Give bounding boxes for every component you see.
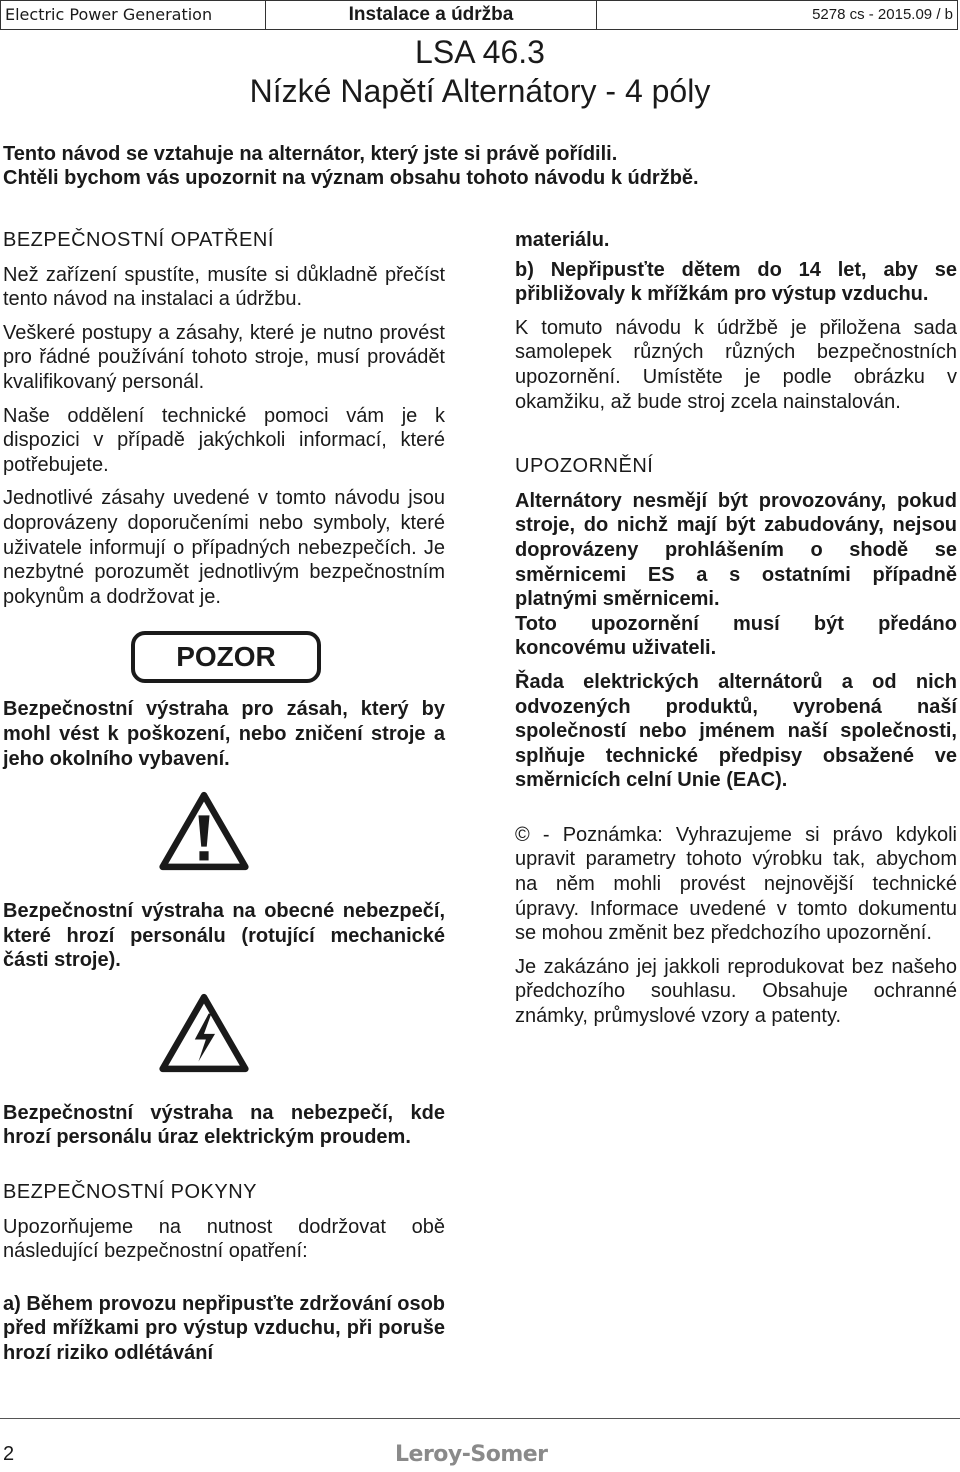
notice-text-2: Toto upozornění musí být předáno koncovému uživateli. xyxy=(515,612,957,660)
warning-electric-text: Bezpečnostní výstraha na nebezpečí, kde hrozí personálu úraz elektrickým proudem. xyxy=(3,1101,445,1149)
copyright-note: © - Poznámka: Vyhrazujeme si právo kdykoli upravit parametry tohoto výrobku tak, abychom na něm mohli provést nejnovější technické úpravy. Informace uvedené v tomto dokumentu se mohou změnit bez předchozího upozornění. xyxy=(515,823,957,945)
paragraph: Veškeré postupy a zásahy, které je nutno provést pro řádné používání tohoto stroje, musí provádět kvalifikovaný personál. xyxy=(3,321,445,393)
doc-title: LSA 46.3 xyxy=(415,34,545,70)
right-column xyxy=(515,228,957,1038)
pozor-label: POZOR xyxy=(131,631,321,683)
electric-shock-icon xyxy=(158,987,250,1079)
paragraph: Jednotlivé zásahy uvedené v tomto návodu jsou doprovázeny doporučeními nebo symboly, které uživatele informují o případných nebezpečích. Je nezbytné porozumět jednotlivým bezpečnostním pokynům a dodržovat je. xyxy=(3,487,445,608)
leroy-somer-logo: Leroy-Somer xyxy=(395,1442,548,1467)
paragraph: Naše oddělení technické pomoci vám je k dispozici v případě jakýchkoli informací, které potřebujete. xyxy=(3,404,445,476)
header-company: Electric Power Generation xyxy=(1,1,266,29)
intro-line-1: Tento návod se vztahuje na alternátor, který jste si právě pořídili. xyxy=(3,143,618,165)
instruction-a: a) Během provozu nepřipusťte zdržování osob před mřížkami pro výstup vzduchu, při poruše hrozí riziko odlétávání xyxy=(3,1292,445,1365)
intro-line-2: Chtěli bychom vás upozornit na význam obsahu tohoto návodu k údržbě. xyxy=(3,167,699,189)
page-number: 2 xyxy=(3,1443,15,1465)
reproduction-note: Je zakázáno jej jakkoli reprodukovat bez našeho předchozího souhlasu. Obsahuje ochranné známky, průmyslové vzory a patenty. xyxy=(515,955,957,1028)
intro-text xyxy=(3,142,943,190)
eac-text: Řada elektrických alternátorů a od nich odvozených produktů, vyrobená naší společností nebo jménem naší společnosti, splňuje technické předpisy obsažené ve směrnicích celní Unie (EAC). xyxy=(515,670,957,792)
warning-triangle-icon xyxy=(158,785,250,877)
warning-symbol xyxy=(3,785,445,889)
doc-subtitle: Nízké Napětí Alternátory - 4 póly xyxy=(249,73,711,109)
page-header xyxy=(0,0,958,30)
paragraph: Upozorňujeme na nutnost dodržovat obě následující bezpečnostní opatření: xyxy=(3,1215,445,1263)
footer-divider xyxy=(0,1418,960,1419)
section-heading-safety-measures: BEZPEČNOSTNÍ OPATŘENÍ xyxy=(3,229,274,251)
section-heading-safety-instructions: BEZPEČNOSTNÍ POKYNY xyxy=(3,1181,257,1204)
header-docref: 5278 cs - 2015.09 / b xyxy=(812,6,953,23)
paragraph: Než zařízení spustíte, musíte si důkladně přečíst tento návod na instalaci a údržbu. xyxy=(3,263,445,311)
warning-general-text: Bezpečnostní výstraha na obecné nebezpečí, které hrozí personálu (rotující mechanické části stroje). xyxy=(3,900,445,972)
electric-symbol xyxy=(3,987,445,1091)
header-section: Instalace a údržba xyxy=(266,1,597,29)
instruction-a-cont: materiálu. xyxy=(515,229,610,251)
notice-text: Alternátory nesmějí být provozovány, pokud stroje, do nichž mají být zabudovány, nejsou doprovázeny prohlášením o shodě se směrnicemi ES a s ostatními případně platnými směrnicemi. xyxy=(515,489,957,611)
left-column xyxy=(3,228,445,1375)
warning-damage-text: Bezpečnostní výstraha pro zásah, který by mohl vést k poškození, nebo zničení stroje a jeho okolního vybavení. xyxy=(3,698,445,770)
instruction-b: b) Nepřipusťte dětem do 14 let, aby se přibližovaly k mřížkám pro výstup vzduchu. xyxy=(515,258,957,306)
paragraph: K tomuto návodu k údržbě je přiložena sada samolepek různých různých bezpečnostních upozornění. Umístěte je podle obrázku v okamžiku, až bude stroj zcela nainstalován. xyxy=(515,316,957,413)
section-heading-notice: UPOZORNĚNÍ xyxy=(515,455,654,478)
pozor-box-wrap xyxy=(3,631,445,683)
